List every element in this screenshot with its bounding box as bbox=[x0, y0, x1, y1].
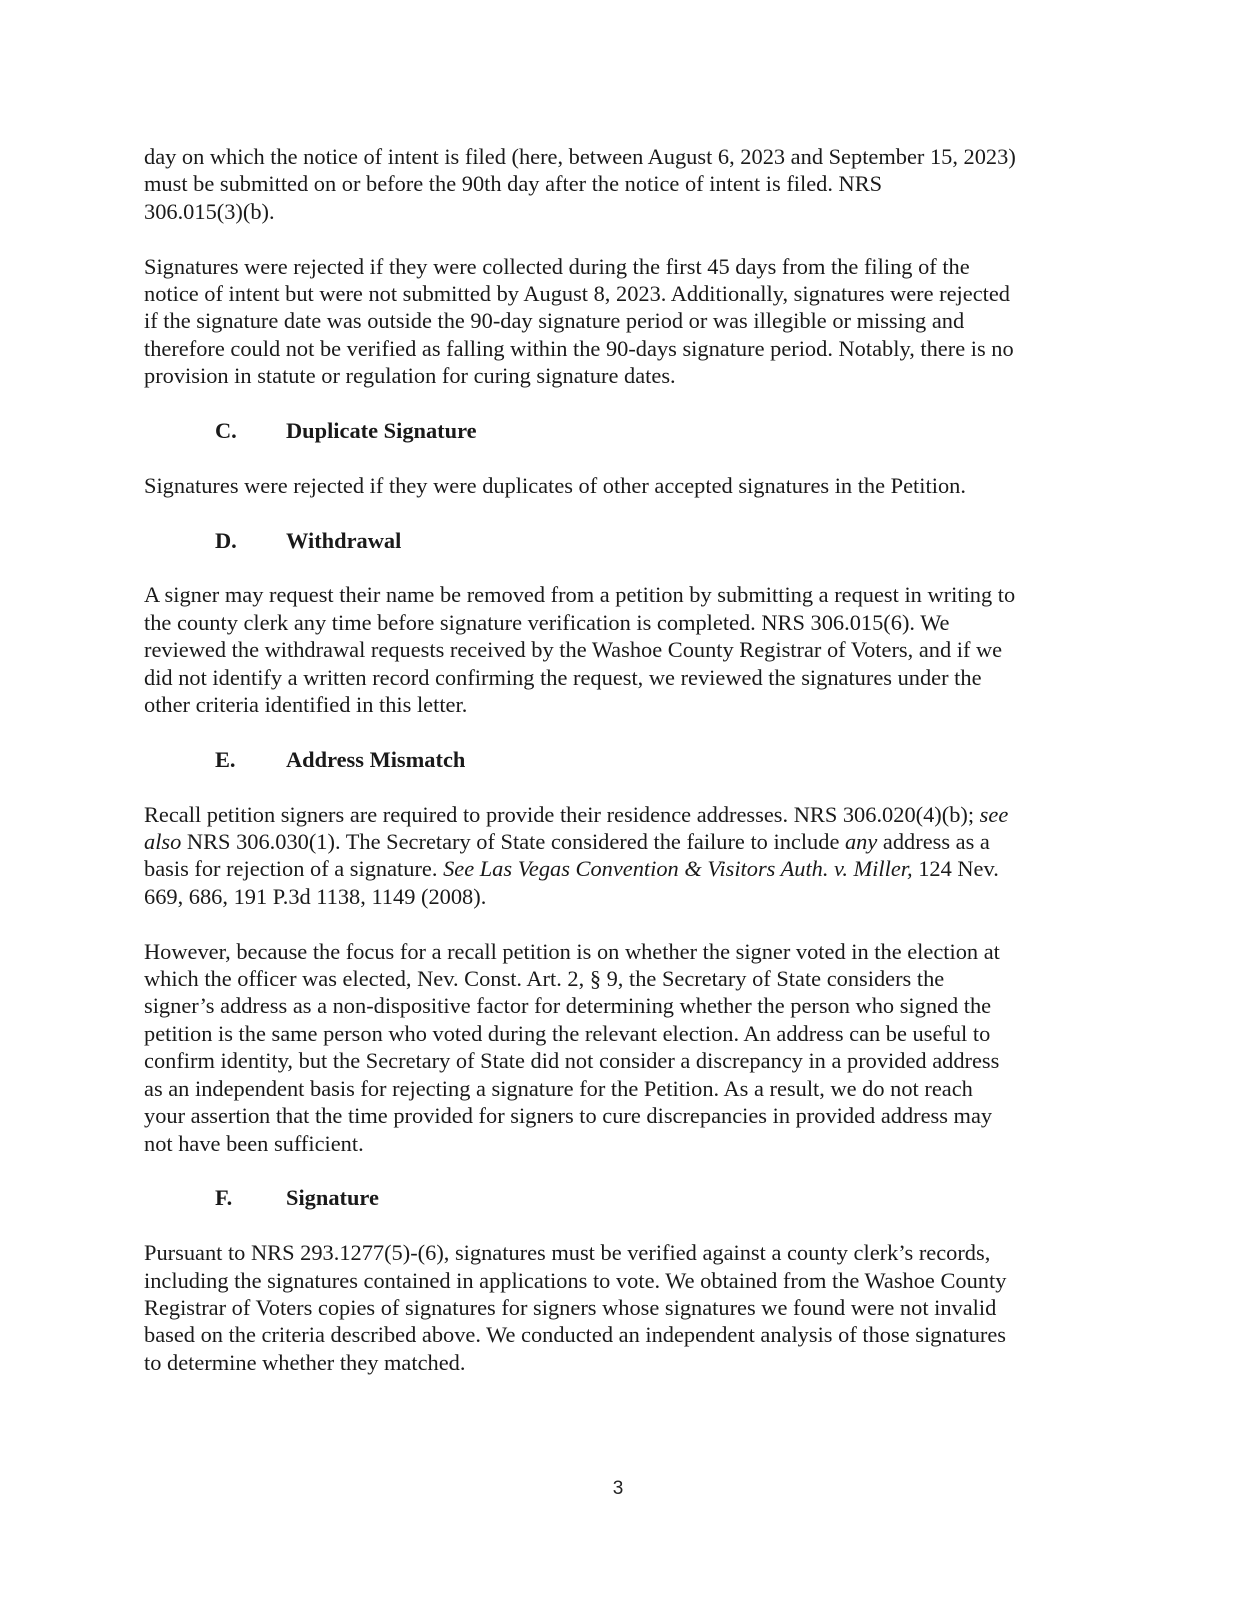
section-heading-signature bbox=[144, 1184, 1084, 1211]
rejection-paragraph: Signatures were rejected if they were collected during the first 45 days from the filing of the notice of intent but were not submitted by August 8, 2023. Additionally, signatures were rejected if the signature date was outside the 90-day signature period or was illegible or missing and therefore could not be verified as falling within the 90-days signature period. Notably, there is no provision in statute or regulation for curing signature dates. bbox=[144, 253, 1014, 389]
section-heading-address-mismatch bbox=[144, 746, 1084, 773]
duplicate-signature-paragraph: Signatures were rejected if they were duplicates of other accepted signatures in the Petition. bbox=[144, 472, 966, 498]
section-heading-withdrawal bbox=[144, 527, 1084, 554]
document-body bbox=[144, 143, 1084, 1376]
section-heading-duplicate-signature bbox=[144, 417, 1084, 444]
section-title: Withdrawal bbox=[286, 527, 402, 553]
address-mismatch-paragraph-1 bbox=[144, 801, 1084, 911]
italic-run: any bbox=[844, 829, 878, 855]
text-run: Recall petition signers are required to provide their residence addresses. NRS 306.020(4)(b); bbox=[144, 801, 980, 827]
section-title: Duplicate Signature bbox=[286, 418, 477, 444]
page-number: 3 bbox=[612, 1478, 624, 1499]
text-run: NRS 306.030(1). The Secretary of State considered the failure to include bbox=[181, 829, 845, 855]
address-mismatch-paragraph-2: However, because the focus for a recall petition is on whether the signer voted in the election at which the officer was elected, Nev. Const. Art. 2, § 9, the Secretary of State considers the signer’s address as a non-dispositive factor for determining whether the person who signed the petition is the same person who voted during the relevant election. An address can be useful to confirm identity, but the Secretary of State did not consider a discrepancy in a provided address as an independent basis for rejecting a signature for the Petition. As a result, we do not reach your assertion that the time provided for signers to cure discrepancies in provided address may not have been sufficient. bbox=[144, 938, 1000, 1156]
section-title: Signature bbox=[286, 1185, 379, 1211]
text-run: address as a basis for rejection of a signature. bbox=[144, 829, 990, 882]
section-letter: E. bbox=[215, 746, 236, 772]
section-title: Address Mismatch bbox=[286, 746, 466, 772]
section-letter: D. bbox=[215, 527, 237, 553]
section-letter: C. bbox=[215, 418, 237, 444]
signature-paragraph: Pursuant to NRS 293.1277(5)-(6), signatures must be verified against a county clerk’s records, including the signatures contained in applications to vote. We obtained from the Washoe County Registrar of Voters copies of signatures for signers whose signatures we found were not invalid based on the criteria described above. We conducted an independent analysis of those signatures to determine whether they matched. bbox=[144, 1240, 1007, 1375]
italic-run: see also bbox=[144, 801, 1009, 855]
intro-paragraph: day on which the notice of intent is filed (here, between August 6, 2023 and September 15, 2023) must be submitted on or before the 90th day after the notice of intent is filed. NRS 306.015(3)(b). bbox=[144, 144, 1016, 224]
case-citation: See Las Vegas Convention & Visitors Auth. v. Miller, bbox=[443, 856, 913, 882]
section-letter: F. bbox=[215, 1185, 233, 1211]
withdrawal-paragraph: A signer may request their name be removed from a petition by submitting a request in writing to the county clerk any time before signature verification is completed. NRS 306.015(6). We reviewed the withdrawal requests received by the Washoe County Registrar of Voters, and if we did not identify a written record confirming the request, we reviewed the signatures under the other criteria identified in this letter. bbox=[144, 582, 1016, 718]
text-run: 124 Nev. 669, 686, 191 P.3d 1138, 1149 (2008). bbox=[144, 856, 999, 909]
